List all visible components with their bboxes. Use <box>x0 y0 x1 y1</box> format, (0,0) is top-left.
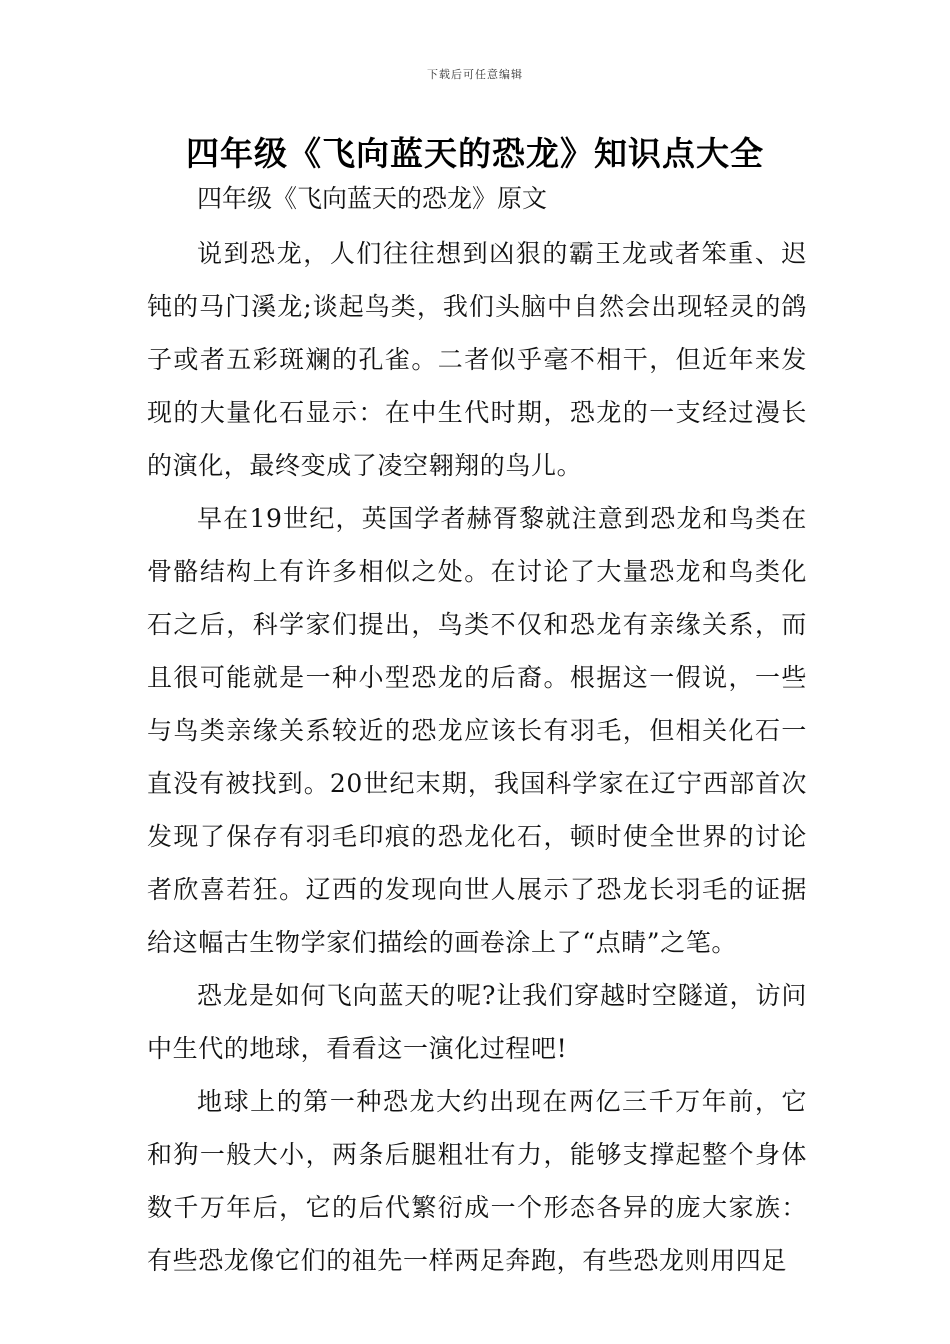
document-body <box>147 176 807 1287</box>
header-note: 下载后可任意编辑 <box>427 68 523 81</box>
section-heading: 四年级《飞向蓝天的恐龙》原文 <box>197 184 548 213</box>
paragraph-3: 恐龙是如何飞向蓝天的呢?让我们穿越时空隧道，访问中生代的地球，看看这一演化过程吧! <box>147 981 807 1063</box>
paragraph-2: 早在19世纪，英国学者赫胥黎就注意到恐龙和鸟类在骨骼结构上有许多相似之处。在讨论了大量恐龙和鸟类化石之后，科学家们提出，鸟类不仅和恐龙有亲缘关系，而且很可能就是一种小型恐龙的后裔。根据这一假说，一些与鸟类亲缘关系较近的恐龙应该长有羽毛，但相关化石一直没有被找到。20世纪末期，我国科学家在辽宁西部首次发现了保存有羽毛印痕的恐龙化石，顿时使全世界的讨论者欣喜若狂。辽西的发现向世人展示了恐龙长羽毛的证据给这幅古生物学家们描绘的画卷涂上了“点睛”之笔。 <box>147 504 807 957</box>
paragraph-4: 地球上的第一种恐龙大约出现在两亿三千万年前，它和狗一般大小，两条后腿粗壮有力，能够支撑起整个身体数千万年后，它的后代繁衍成一个形态各异的庞大家族：有些恐龙像它们的祖先一样两足奔跑，有些恐龙则用四足 <box>147 1087 807 1275</box>
paragraph-1: 说到恐龙，人们往往想到凶狠的霸王龙或者笨重、迟钝的马门溪龙;谈起鸟类，我们头脑中自然会出现轻灵的鸽子或者五彩斑斓的孔雀。二者似乎毫不相干，但近年来发现的大量化石显示：在中生代时期，恐龙的一支经过漫长的演化，最终变成了凌空翱翔的鸟儿。 <box>147 239 807 480</box>
document-title: 四年级《飞向蓝天的恐龙》知识点大全 <box>186 134 764 173</box>
